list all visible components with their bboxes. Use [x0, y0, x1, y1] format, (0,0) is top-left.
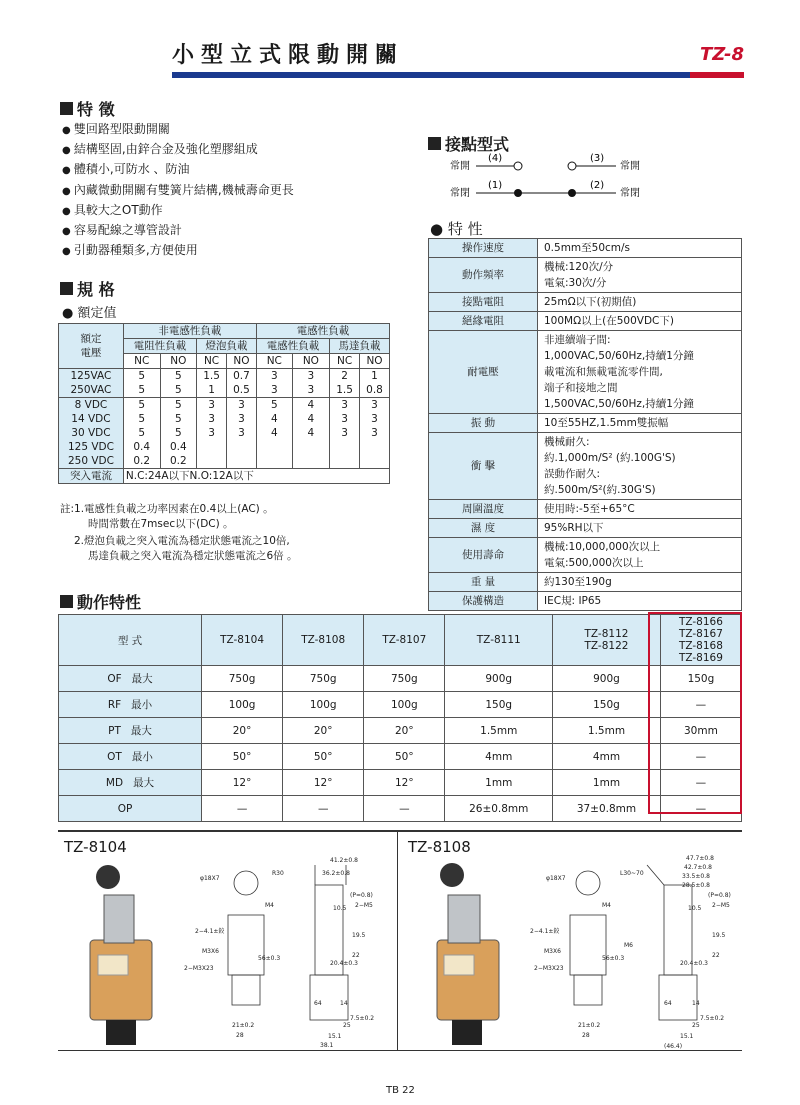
props-value: 機械耐久: 約.1,000m/S² (約.100G'S) 誤動作耐久: 約.500m/S²(約.30G'S) [538, 433, 742, 500]
props-key: 耐電壓 [429, 331, 538, 414]
props-key: 周圍溫度 [429, 500, 538, 519]
props-value: 10至55HZ,1.5mm雙振幅 [538, 414, 742, 433]
contact-heading: 接點型式 [428, 132, 509, 155]
square-bullet-icon [428, 137, 441, 150]
note-line: 時間常數在7msec以下(DC) 。 [88, 517, 234, 530]
props-row [429, 500, 742, 519]
action-param: PT 最大 [59, 718, 202, 744]
feature-item: ● 容易配線之導管設計 [62, 221, 294, 241]
dimension-label: 14 [340, 1000, 348, 1007]
props-row [429, 519, 742, 538]
dimension-label: 2−M3X23 [534, 965, 564, 972]
dimension-label: 2−M5 [355, 902, 373, 909]
action-row: OF 最大 750g 750g 750g 900g 900g 150g [59, 666, 742, 692]
dimension-label: (46.4) [664, 1043, 683, 1050]
note-line: 註:1.電感性負載之功率因素在0.4以上(AC) 。 [60, 503, 274, 515]
props-table [428, 238, 742, 611]
action-row: MD 最大 12° 12° 12° 1mm 1mm — [59, 770, 742, 796]
dimension-label: M6 [624, 942, 633, 949]
model-header: TZ-8111 [445, 615, 553, 666]
square-bullet-icon [60, 282, 73, 295]
svg-text:(2): (2) [590, 180, 605, 191]
note-line: 2.燈泡負載之突入電流為穩定狀態電流之10倍, [74, 535, 290, 547]
props-row [429, 538, 742, 573]
dimension-label: 21±0.2 [232, 1022, 255, 1029]
dimension-label: R30 [272, 870, 284, 877]
product-photo-1 [90, 865, 152, 1045]
props-row [429, 239, 742, 258]
dimension-label: 7.5±0.2 [700, 1015, 725, 1022]
title-underline-accent [690, 72, 744, 78]
nc-label-right: 常閉 [620, 188, 640, 199]
action-row: PT 最大 20° 20° 20° 1.5mm 1.5mm 30mm [59, 718, 742, 744]
props-row [429, 433, 742, 500]
dimension-label: 15.1 [328, 1033, 342, 1040]
props-key: 使用壽命 [429, 538, 538, 573]
nc-label-left: 常閉 [450, 188, 470, 199]
action-heading: 動作特性 [60, 590, 141, 613]
notes [60, 502, 298, 563]
dimension-label: 20.4±0.3 [680, 960, 708, 967]
action-param: OT 最小 [59, 744, 202, 770]
dimension-label: M4 [602, 902, 611, 909]
action-param: OP [59, 796, 202, 822]
props-key: 重 量 [429, 573, 538, 592]
props-key: 動作頻率 [429, 258, 538, 293]
dimension-label: 15.1 [680, 1033, 694, 1040]
divider-vertical [397, 832, 398, 1050]
dimension-label: M4 [265, 902, 274, 909]
features-heading: 特 徵 [60, 97, 115, 120]
model-header: TZ-8166 TZ-8167 TZ-8168 TZ-8169 [660, 615, 741, 666]
feature-item: ● 引動器種類多,方便使用 [62, 241, 294, 261]
props-value: IEC規: IP65 [538, 592, 742, 611]
dc-rows: 8 VDC 14 VDC 30 VDC 125 VDC 250 VDC 5 5 5 0.4 0.2 5 5 5 0.4 0.2 3 3 3 3 3 3 5 4 4 4 4 4 3 3 3 3 3 3 [59, 398, 390, 469]
page-code: TZ-8 [700, 44, 745, 65]
divider [58, 830, 742, 832]
rated-table: 額定 電壓 非電感性負載 電感性負載 電阻性負載 燈泡負載 電感性負載 馬達負載 NC NO NC NO NC NO NC NO 125VAC 250VAC 5 5 5 5 1.5 1 0.7 0.5 3 3 3 3 2 1.5 1 0.8 8 VDC 14 VDC 30 VDC 125 VDC 250 VDC 5 5 5 0.4 0.2 5 5 5 0.4 0.2 3 3 3 3 3 3 5 4 4 4 4 4 3 3 3 3 3 3 突入電流 N.C:24A以下N.O:12A以下 [58, 323, 390, 484]
props-key: 衝 擊 [429, 433, 538, 500]
props-value: 約130至190g [538, 573, 742, 592]
feature-item: ● 內藏微動開關有雙簧片結構,機械壽命更長 [62, 181, 294, 201]
props-value: 機械:120次/分 電氣:30次/分 [538, 258, 742, 293]
dimension-label: 56±0.3 [258, 955, 281, 962]
dimension-label: 2−M3X23 [184, 965, 214, 972]
drawing-tz8104 [60, 855, 390, 1050]
dimension-label: 33.5±0.8 [682, 873, 710, 880]
dimension-label: 2−M5 [712, 902, 730, 909]
dimension-label: (P=0.8) [708, 892, 731, 899]
dimension-label: 10.5 [688, 905, 702, 912]
props-row [429, 258, 742, 293]
props-value: 機械:10,000,000次以上 電氣:500,000次以上 [538, 538, 742, 573]
props-key: 濕 度 [429, 519, 538, 538]
no-label-right: 常開 [620, 161, 640, 172]
feature-item: ● 體積小,可防水 、防油 [62, 160, 294, 180]
dimension-label: M3X6 [202, 948, 219, 955]
dimension-label: 20.4±0.3 [330, 960, 358, 967]
action-header-row: 型 式 TZ-8104 TZ-8108 TZ-8107 TZ-8111 TZ-8112 TZ-8122 TZ-8166 TZ-8167 TZ-8168 TZ-8169 [59, 615, 742, 666]
dimension-label: 21±0.2 [578, 1022, 601, 1029]
props-key: 振 動 [429, 414, 538, 433]
dimension-label: 47.7±0.8 [686, 855, 714, 862]
feature-item: ● 具較大之OT動作 [62, 201, 294, 221]
dimension-label: 28 [582, 1032, 590, 1039]
inrush-row: 突入電流 N.C:24A以下N.O:12A以下 [59, 469, 390, 484]
dimension-label: (P=0.8) [350, 892, 373, 899]
props-row [429, 331, 742, 414]
dimension-label: 28.5±0.8 [682, 882, 710, 889]
features-list [62, 120, 294, 261]
props-value: 使用時:-5至+65°C [538, 500, 742, 519]
action-param: MD 最大 [59, 770, 202, 796]
dimension-label: 7.5±0.2 [350, 1015, 375, 1022]
props-key: 絕緣電阻 [429, 312, 538, 331]
dimension-label: 28 [236, 1032, 244, 1039]
props-heading: ● 特 性 [430, 220, 483, 238]
title-underline [172, 72, 744, 78]
props-row [429, 414, 742, 433]
dimension-label: 14 [692, 1000, 700, 1007]
dimension-label: 22 [712, 952, 720, 959]
dimension-label: 19.5 [712, 932, 726, 939]
feature-item: ● 結構堅固,由鋅合金及強化塑膠組成 [62, 140, 294, 160]
dimension-label: 22 [352, 952, 360, 959]
props-value: 非連續端子間: 1,000VAC,50/60Hz,持續1分鐘 載電流和無載電流零件間, 端子和接地之間 1,500VAC,50/60Hz,持續1分鐘 [538, 331, 742, 414]
dimension-label: 2−4.1±鉸 [195, 928, 225, 935]
dimension-label: 64 [664, 1000, 672, 1007]
spec-heading: 規 格 [60, 277, 115, 300]
props-key: 操作速度 [429, 239, 538, 258]
props-key: 接點電阻 [429, 293, 538, 312]
dimension-label: 38.1 [320, 1042, 334, 1049]
dimension-label: φ18X7 [200, 875, 220, 882]
dimension-label: 19.5 [352, 932, 366, 939]
props-key: 保護構造 [429, 592, 538, 611]
dimension-label: 64 [314, 1000, 322, 1007]
svg-text:(1): (1) [488, 180, 503, 191]
dimension-label: L30~70 [620, 870, 644, 877]
props-value: 100MΩ以上(在500VDC下) [538, 312, 742, 331]
svg-text:(4): (4) [488, 153, 503, 164]
action-table [58, 614, 742, 822]
drawing-title-1: TZ-8104 [64, 838, 127, 856]
model-header: TZ-8112 TZ-8122 [553, 615, 661, 666]
product-photo-2 [437, 863, 499, 1045]
dimension-label: φ18X7 [546, 875, 566, 882]
model-header: TZ-8107 [364, 615, 445, 666]
feature-item: ● 雙回路型限動開關 [62, 120, 294, 140]
ac-rows: 125VAC 250VAC 5 5 5 5 1.5 1 0.7 0.5 3 3 3 3 2 1.5 1 0.8 [59, 369, 390, 398]
model-header: TZ-8104 [202, 615, 283, 666]
dimension-label: 36.2±0.8 [322, 870, 350, 877]
props-row [429, 592, 742, 611]
action-param: OF 最大 [59, 666, 202, 692]
page-number: TB 22 [386, 1085, 415, 1096]
props-value: 0.5mm至50cm/s [538, 239, 742, 258]
dimension-label: 10.5 [333, 905, 347, 912]
action-row: RF 最小 100g 100g 100g 150g 150g — [59, 692, 742, 718]
square-bullet-icon [60, 102, 73, 115]
model-header: TZ-8108 [283, 615, 364, 666]
props-value: 95%RH以下 [538, 519, 742, 538]
page-title: 小型立式限動開關 [172, 43, 405, 68]
drawing-title-2: TZ-8108 [408, 838, 471, 856]
dimension-label: 25 [343, 1022, 351, 1029]
drawing-tz8108 [402, 855, 742, 1050]
action-row: OT 最小 50° 50° 50° 4mm 4mm — [59, 744, 742, 770]
rated-voltage-header: 額定 電壓 [59, 324, 124, 369]
highlight-box [648, 612, 742, 814]
spec-subheading: ● 額定值 [62, 306, 117, 321]
action-param: RF 最小 [59, 692, 202, 718]
action-row: OP — — — 26±0.8mm 37±0.8mm — [59, 796, 742, 822]
dimension-label: M3X6 [544, 948, 561, 955]
props-row [429, 573, 742, 592]
dimension-label: 2−4.1±鉸 [530, 928, 560, 935]
dimension-label: 25 [692, 1022, 700, 1029]
square-bullet-icon [60, 595, 73, 608]
dimension-label: 41.2±0.8 [330, 857, 358, 864]
dimension-drawing-2 [570, 865, 697, 1020]
props-row [429, 293, 742, 312]
dimension-drawing-1 [228, 865, 348, 1020]
contact-diagram [440, 150, 660, 210]
bottom-divider [58, 1050, 742, 1051]
dimension-label: 42.7±0.8 [684, 864, 712, 871]
props-value: 25mΩ以下(初期值) [538, 293, 742, 312]
props-row [429, 312, 742, 331]
svg-text:(3): (3) [590, 153, 605, 164]
note-line: 馬達負載之突入電流為穩定狀態電流之6倍 。 [88, 549, 298, 562]
dimension-label: 56±0.3 [602, 955, 625, 962]
no-label-left: 常開 [450, 161, 470, 172]
